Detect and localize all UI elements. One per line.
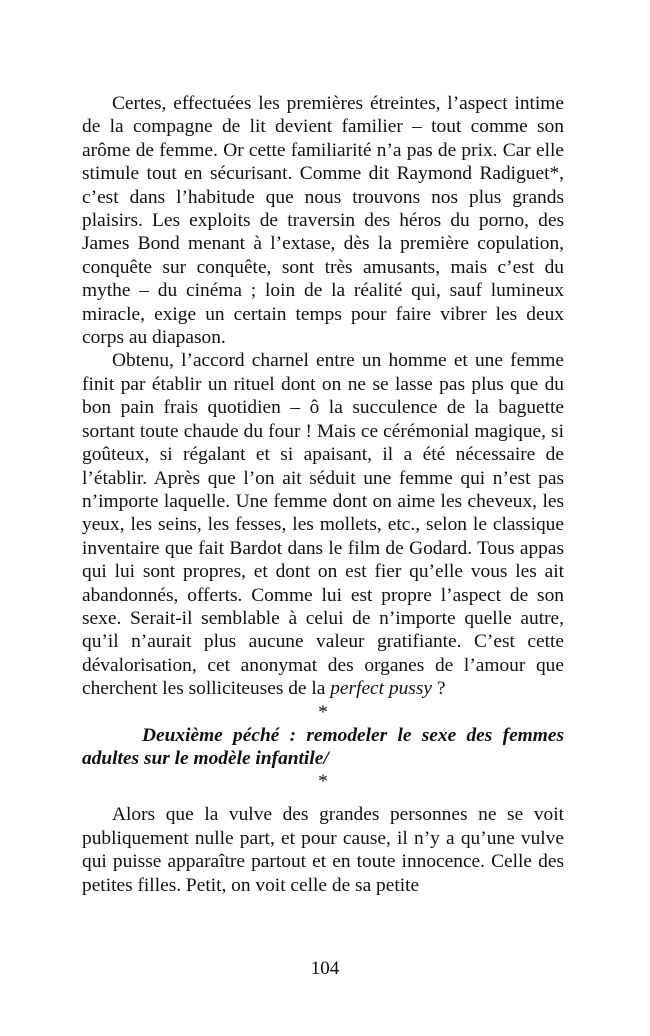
page-number: 104 [310,958,340,979]
paragraph-2-text: Obtenu, l’accord charnel entre un homme et une femme finit par établir un rituel dont on ne se lasse pas plus que du bon pain frais quotidien – ô la succulence de la baguette sortant toute chaude du four ! Mais ce cérémonial magique, si goûteux, si régalant et si apaisant, il a été nécessaire de l’établir. Après que l’on ait séduit une femme qui n’est pas n’importe laquelle. Une femme dont on aime les cheveux, les yeux, les seins, les fesses, les mollets, etc., selon le classique inventaire que fait Bardot dans le film de Godard. Tous appas qui lui sont propres, et dont on est fier qu’elle vous les ait abandonnés, offerts. Comme lui est propre l’aspect de son sexe. Serait-il semblable à celui de n’importe quelle autre, qu’il n’aurait plus aucune valeur gratifiante. C’est cette dévalorisation, cet anonymat des organes de l’amour que cherchent les solliciteuses de la [82,350,564,700]
paragraph-2-end: ? [432,678,446,700]
page-body [82,92,564,897]
paragraph-1: Certes, effectuées les premières étreintes, l’aspect intime de la compagne de lit devient familier – tout comme son arôme de femme. Or cette familiarité n’a pas de prix. Car elle stimule tout en sécurisant. Comme dit Raymond Radiguet*, c’est dans l’habitude que nous trouvons nos plus grands plaisirs. Les exploits de traversin des héros du porno, des James Bond menant à l’extase, dès la première copulation, conquête sur conquête, sont très amusants, mais c’est du mythe – du cinéma ; loin de la réalité qui, sauf lumineux miracle, exige un certain temps pour faire vibrer les deux corps au diapason. [82,93,564,349]
section-heading: Deuxième péché : remodeler le sexe des femmes adultes sur le modèle infantile/ [82,724,564,769]
paragraph-2-emphasis: perfect pussy [330,678,432,700]
separator-top: * [318,701,328,723]
paragraph-3: Alors que la vulve des grandes personnes ne se voit publiquement nulle part, et pour cause, il n’y a qu’une vulve qui puisse apparaître partout et en toute innocence. Celle des petites filles. Petit, on voit celle de sa petite [82,804,564,896]
separator-bottom: * [318,771,328,793]
spacer [82,793,564,803]
paragraph-2 [82,349,564,700]
